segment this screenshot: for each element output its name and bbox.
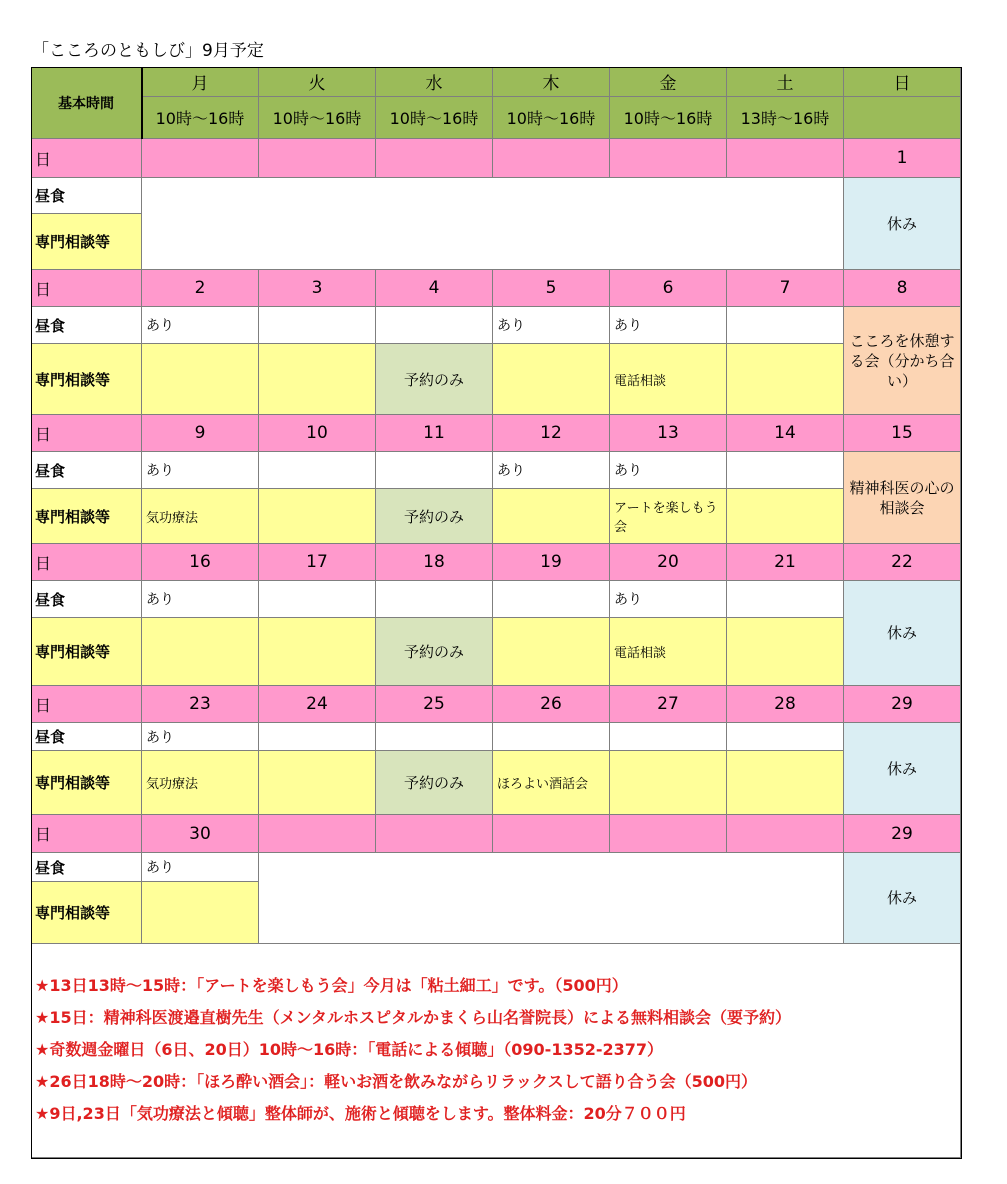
date-cell: 20	[610, 544, 727, 581]
date-cell	[376, 815, 493, 853]
note-line: ★奇数週金曜日（6日、20日）10時～16時：「電話による傾聴」（090-1352-2377）	[35, 1040, 664, 1059]
day-time-6	[844, 97, 961, 139]
day-header-6: 日	[844, 67, 961, 97]
date-cell: 12	[493, 415, 610, 452]
consult-label: 専門相談等	[31, 618, 142, 686]
date-label: 日	[31, 686, 142, 723]
consult-cell: 電話相談	[610, 344, 727, 415]
note-line: ★13日13時～15時：「アートを楽しもう会」今月は「粘土細工」です。（500円）	[35, 976, 628, 995]
day-header-5: 土	[727, 67, 844, 97]
lunch-cell	[493, 581, 610, 618]
consult-cell	[493, 344, 610, 415]
lunch-cell	[493, 723, 610, 751]
date-cell: 14	[727, 415, 844, 452]
date-cell: 2	[142, 270, 259, 307]
consult-cell: 気功療法	[142, 751, 259, 815]
date-cell: 13	[610, 415, 727, 452]
note-line: ★9日,23日「気功療法と傾聴」整体師が、施術と傾聴をします。整体料金：20分７００円	[35, 1104, 686, 1123]
day-time-5: 13時～16時	[727, 97, 844, 139]
basic-time-header: 基本時間	[31, 67, 142, 139]
date-label: 日	[31, 270, 142, 307]
date-cell: 19	[493, 544, 610, 581]
consult-cell	[493, 618, 610, 686]
lunch-label: 昼食	[31, 723, 142, 751]
consult-cell: 予約のみ	[376, 489, 493, 544]
lunch-label: 昼食	[31, 178, 142, 214]
date-cell: 29	[844, 686, 961, 723]
date-cell	[259, 139, 376, 178]
lunch-cell: あり	[142, 853, 259, 882]
consult-cell: 気功療法	[142, 489, 259, 544]
date-label: 日	[31, 544, 142, 581]
day-header-4: 金	[610, 67, 727, 97]
lunch-label: 昼食	[31, 452, 142, 489]
consult-cell	[727, 489, 844, 544]
lunch-cell: あり	[142, 452, 259, 489]
date-label: 日	[31, 139, 142, 178]
lunch-cell: あり	[610, 452, 727, 489]
consult-cell: ほろよい酒話会	[493, 751, 610, 815]
lunch-cell: あり	[610, 581, 727, 618]
lunch-cell	[259, 307, 376, 344]
lunch-label: 昼食	[31, 581, 142, 618]
day-time-2: 10時～16時	[376, 97, 493, 139]
date-label: 日	[31, 415, 142, 452]
consult-cell	[142, 618, 259, 686]
date-cell	[727, 815, 844, 853]
date-cell: 21	[727, 544, 844, 581]
lunch-cell	[376, 581, 493, 618]
day-time-1: 10時～16時	[259, 97, 376, 139]
date-cell: 1	[844, 139, 961, 178]
lunch-cell	[727, 307, 844, 344]
sunday-cell: 休み	[844, 723, 961, 815]
date-cell	[493, 815, 610, 853]
consult-cell	[727, 751, 844, 815]
date-cell: 15	[844, 415, 961, 452]
lunch-cell	[610, 723, 727, 751]
date-cell: 10	[259, 415, 376, 452]
consult-cell	[727, 618, 844, 686]
date-cell: 23	[142, 686, 259, 723]
lunch-cell	[727, 452, 844, 489]
date-cell: 3	[259, 270, 376, 307]
date-cell: 18	[376, 544, 493, 581]
consult-cell: アートを楽しもう会	[610, 489, 727, 544]
date-cell: 27	[610, 686, 727, 723]
date-cell	[610, 815, 727, 853]
consult-cell: 予約のみ	[376, 751, 493, 815]
lunch-cell	[259, 452, 376, 489]
date-cell: 28	[727, 686, 844, 723]
date-cell: 5	[493, 270, 610, 307]
consult-cell: 予約のみ	[376, 344, 493, 415]
day-time-0: 10時～16時	[142, 97, 259, 139]
note-line: ★26日18時～20時：「ほろ酔い酒会」：軽いお酒を飲みながらリラックスして語り合う会（500円）	[35, 1072, 758, 1091]
date-cell: 25	[376, 686, 493, 723]
consult-cell	[142, 344, 259, 415]
page-title: 「こころのともしび」9月予定	[32, 41, 264, 61]
sunday-cell: 休み	[844, 178, 961, 270]
consult-cell	[142, 882, 259, 944]
date-cell	[259, 815, 376, 853]
consult-label: 専門相談等	[31, 882, 142, 944]
empty-area	[259, 853, 844, 944]
lunch-cell	[727, 723, 844, 751]
lunch-cell: あり	[142, 581, 259, 618]
date-cell: 24	[259, 686, 376, 723]
date-cell: 30	[142, 815, 259, 853]
date-cell: 17	[259, 544, 376, 581]
sunday-cell: 精神科医の心の相談会	[844, 452, 961, 544]
date-cell: 26	[493, 686, 610, 723]
consult-label: 専門相談等	[31, 489, 142, 544]
sunday-cell: こころを休憩する会（分かち合い）	[844, 307, 961, 415]
lunch-cell	[376, 452, 493, 489]
date-cell	[142, 139, 259, 178]
date-cell: 4	[376, 270, 493, 307]
empty-area	[142, 178, 844, 270]
lunch-label: 昼食	[31, 307, 142, 344]
date-cell	[727, 139, 844, 178]
day-header-1: 火	[259, 67, 376, 97]
consult-cell	[259, 618, 376, 686]
lunch-cell: あり	[493, 452, 610, 489]
date-cell: 6	[610, 270, 727, 307]
date-label: 日	[31, 815, 142, 853]
consult-cell	[259, 489, 376, 544]
day-header-2: 水	[376, 67, 493, 97]
lunch-cell: あり	[142, 307, 259, 344]
day-time-4: 10時～16時	[610, 97, 727, 139]
lunch-cell	[259, 723, 376, 751]
note-line: ★15日：精神科医渡邉直樹先生（メンタルホスピタルかまくら山名誉院長）による無料相談会（要予約）	[35, 1008, 791, 1027]
lunch-cell: あり	[610, 307, 727, 344]
day-header-0: 月	[142, 67, 259, 97]
date-cell: 22	[844, 544, 961, 581]
consult-cell	[259, 751, 376, 815]
date-cell: 9	[142, 415, 259, 452]
header-divider	[141, 67, 143, 139]
sunday-cell: 休み	[844, 581, 961, 686]
date-cell	[493, 139, 610, 178]
lunch-cell	[376, 307, 493, 344]
sunday-cell: 休み	[844, 853, 961, 944]
date-cell: 8	[844, 270, 961, 307]
date-cell	[610, 139, 727, 178]
date-cell	[376, 139, 493, 178]
lunch-cell: あり	[142, 723, 259, 751]
consult-cell	[727, 344, 844, 415]
lunch-cell	[376, 723, 493, 751]
lunch-label: 昼食	[31, 853, 142, 882]
consult-cell	[493, 489, 610, 544]
lunch-cell	[727, 581, 844, 618]
lunch-cell	[259, 581, 376, 618]
date-cell: 29	[844, 815, 961, 853]
date-cell: 16	[142, 544, 259, 581]
consult-cell	[610, 751, 727, 815]
date-cell: 11	[376, 415, 493, 452]
day-time-3: 10時～16時	[493, 97, 610, 139]
notes-section	[35, 972, 791, 1132]
consult-cell: 電話相談	[610, 618, 727, 686]
consult-label: 専門相談等	[31, 344, 142, 415]
consult-label: 専門相談等	[31, 751, 142, 815]
consult-label: 専門相談等	[31, 214, 142, 270]
date-cell: 7	[727, 270, 844, 307]
consult-cell: 予約のみ	[376, 618, 493, 686]
lunch-cell: あり	[493, 307, 610, 344]
consult-cell	[259, 344, 376, 415]
day-header-3: 木	[493, 67, 610, 97]
